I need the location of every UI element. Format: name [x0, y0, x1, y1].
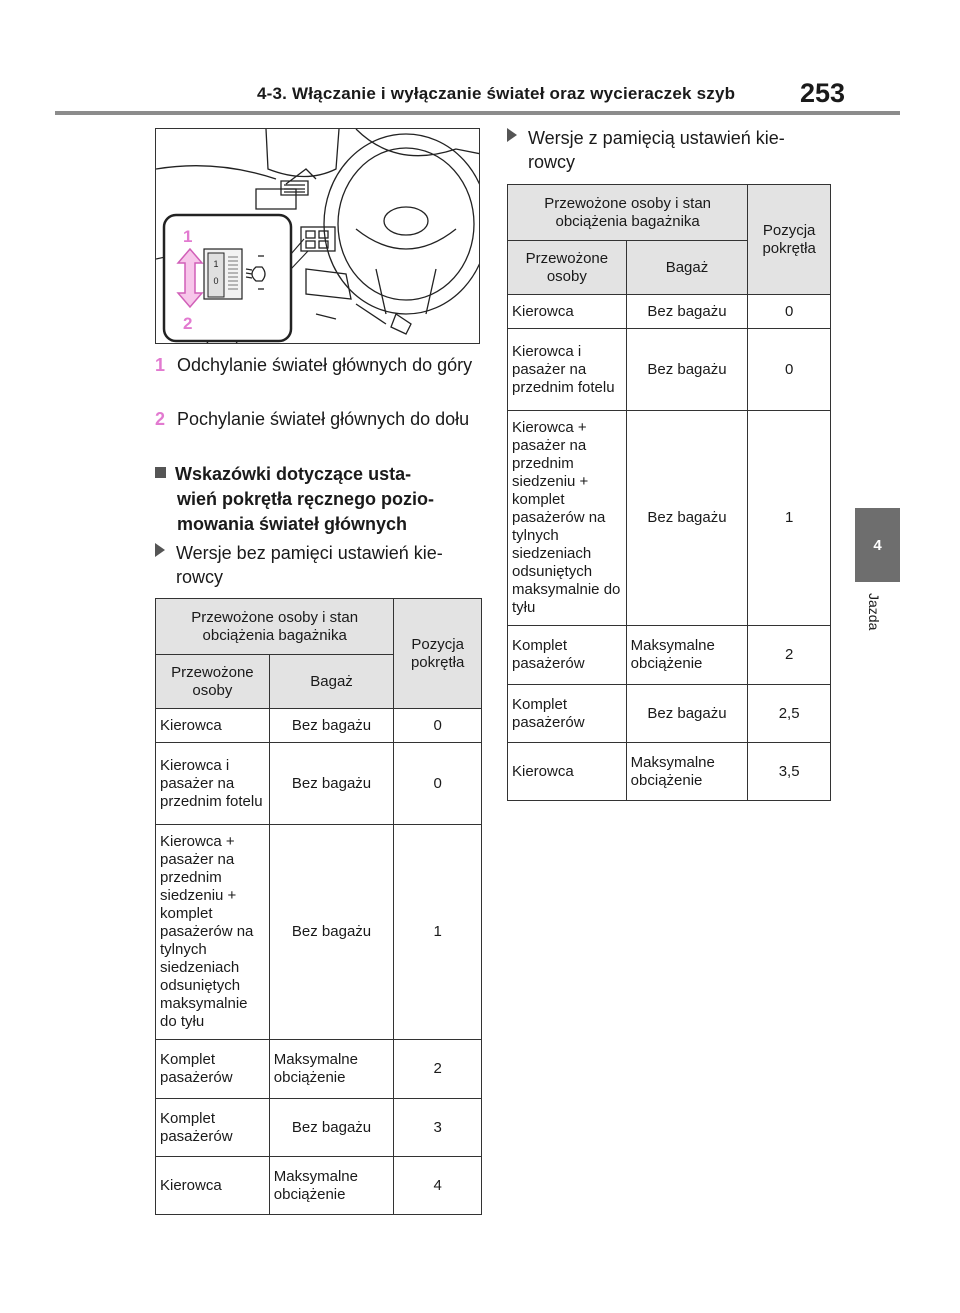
table-luggage-header: Bagaż [269, 655, 394, 709]
cell-luggage: Bez bagażu [269, 1099, 394, 1157]
dashboard-illustration [155, 128, 480, 344]
callout-item-1 [155, 354, 482, 377]
cell-position: 3 [394, 1099, 482, 1157]
table-luggage-header: Bagaż [626, 241, 748, 295]
bullet-text: Wersje bez pamięci ustawień kie- [176, 543, 443, 563]
callout-number: 2 [155, 409, 166, 429]
callout-text: Odchylanie świateł głównych do góry [177, 355, 473, 375]
triangle-bullet-icon [507, 128, 517, 142]
section-heading [155, 462, 434, 537]
table-row [156, 743, 482, 825]
cell-passengers: Komplet pasażerów [508, 685, 627, 743]
table-row [508, 626, 831, 685]
callout-item-2 [155, 408, 482, 431]
bullet-with-memory [507, 126, 785, 174]
chapter-tab[interactable] [855, 508, 900, 582]
cell-position: 0 [748, 329, 831, 411]
cell-luggage: Bez bagażu [626, 329, 748, 411]
section-heading-line: wień pokrętła ręcznego pozio- [177, 489, 435, 509]
chapter-tab-number: 4 [873, 536, 882, 554]
cell-passengers: Kierowca + pasażer na przednim siedzeniu + komplet pasażerów na tylnych siedzeniach odsuniętych maksymalnie do tyłu [156, 825, 270, 1040]
table-passengers-header: Przewożone osoby [156, 655, 270, 709]
cell-position: 3,5 [748, 743, 831, 801]
bullet-no-memory [155, 541, 443, 589]
cell-position: 0 [748, 295, 831, 329]
cell-position: 0 [394, 709, 482, 743]
cell-passengers: Kierowca [508, 743, 627, 801]
dashboard-outline [266, 129, 339, 177]
leveling-table-no-memory [155, 598, 482, 1215]
table-row [156, 1099, 482, 1157]
callout-text: Pochylanie świateł głównych do dołu [177, 409, 470, 429]
cell-luggage: Bez bagażu [269, 743, 394, 825]
table-row [156, 1040, 482, 1099]
table-group-header: Przewożone osoby i stan obciążenia bagażnika [156, 599, 394, 655]
cell-position: 2,5 [748, 685, 831, 743]
callout-number: 1 [155, 355, 166, 375]
table-row [508, 295, 831, 329]
cell-passengers: Kierowca [156, 1157, 270, 1215]
cell-luggage: Maksymalne obciążenie [626, 743, 748, 801]
figure-callout-1: 1 [183, 227, 193, 246]
cell-luggage: Maksymalne obciążenie [269, 1040, 394, 1099]
header-rule [55, 111, 900, 115]
table-row [156, 1157, 482, 1215]
dial-mark-top: 1 [213, 259, 219, 269]
bullet-text: rowcy [528, 152, 576, 172]
page-header-title: 4-3. Włączanie i wyłączanie świateł oraz wycieraczek szyb [257, 84, 736, 103]
cell-passengers: Kierowca [508, 295, 627, 329]
cell-position: 4 [394, 1157, 482, 1215]
page-number: 253 [800, 78, 846, 108]
cell-passengers: Komplet pasażerów [156, 1099, 270, 1157]
cell-position: 2 [394, 1040, 482, 1099]
cell-passengers: Kierowca i pasażer na przednim fotelu [156, 743, 270, 825]
cell-luggage: Maksymalne obciążenie [269, 1157, 394, 1215]
table-row [508, 329, 831, 411]
table-row [508, 685, 831, 743]
dial-mark-bottom: 0 [213, 276, 219, 286]
cell-passengers: Kierowca + pasażer na przednim siedzeniu + komplet pasażerów na tylnych siedzeniach odsuniętych maksymalnie do tyłu [508, 411, 627, 626]
cell-passengers: Kierowca [156, 709, 270, 743]
cell-position: 2 [748, 626, 831, 685]
cell-luggage: Bez bagażu [626, 411, 748, 626]
bullet-text: rowcy [176, 567, 224, 587]
cell-luggage: Maksymalne obciążenie [626, 626, 748, 685]
square-bullet-icon [155, 467, 166, 478]
table-row [508, 743, 831, 801]
cell-position: 1 [394, 825, 482, 1040]
cell-luggage: Bez bagażu [626, 295, 748, 329]
cell-passengers: Komplet pasażerów [508, 626, 627, 685]
cell-luggage: Bez bagażu [626, 685, 748, 743]
table-row [508, 411, 831, 626]
leveling-table-with-memory [507, 184, 831, 801]
cell-position: 1 [748, 411, 831, 626]
table-group-header: Przewożone osoby i stan obciążenia bagażnika [508, 185, 748, 241]
section-heading-line: Wskazówki dotyczące usta- [175, 464, 412, 484]
cell-passengers: Kierowca i pasażer na przednim fotelu [508, 329, 627, 411]
cell-position: 0 [394, 743, 482, 825]
cell-passengers: Komplet pasażerów [156, 1040, 270, 1099]
table-row [156, 709, 482, 743]
section-heading-line: mowania świateł głównych [177, 514, 408, 534]
steering-wheel-icon [324, 134, 480, 314]
triangle-bullet-icon [155, 543, 165, 557]
cell-luggage: Bez bagażu [269, 825, 394, 1040]
table-position-header: Pozycja pokrętła [748, 185, 831, 295]
table-position-header: Pozycja pokrętła [394, 599, 482, 709]
figure-callout-2: 2 [183, 314, 193, 333]
table-passengers-header: Przewożone osoby [508, 241, 627, 295]
cell-luggage: Bez bagażu [269, 709, 394, 743]
chapter-tab-label: Jazda [866, 593, 882, 631]
table-row [156, 825, 482, 1040]
bullet-text: Wersje z pamięcią ustawień kie- [528, 128, 785, 148]
